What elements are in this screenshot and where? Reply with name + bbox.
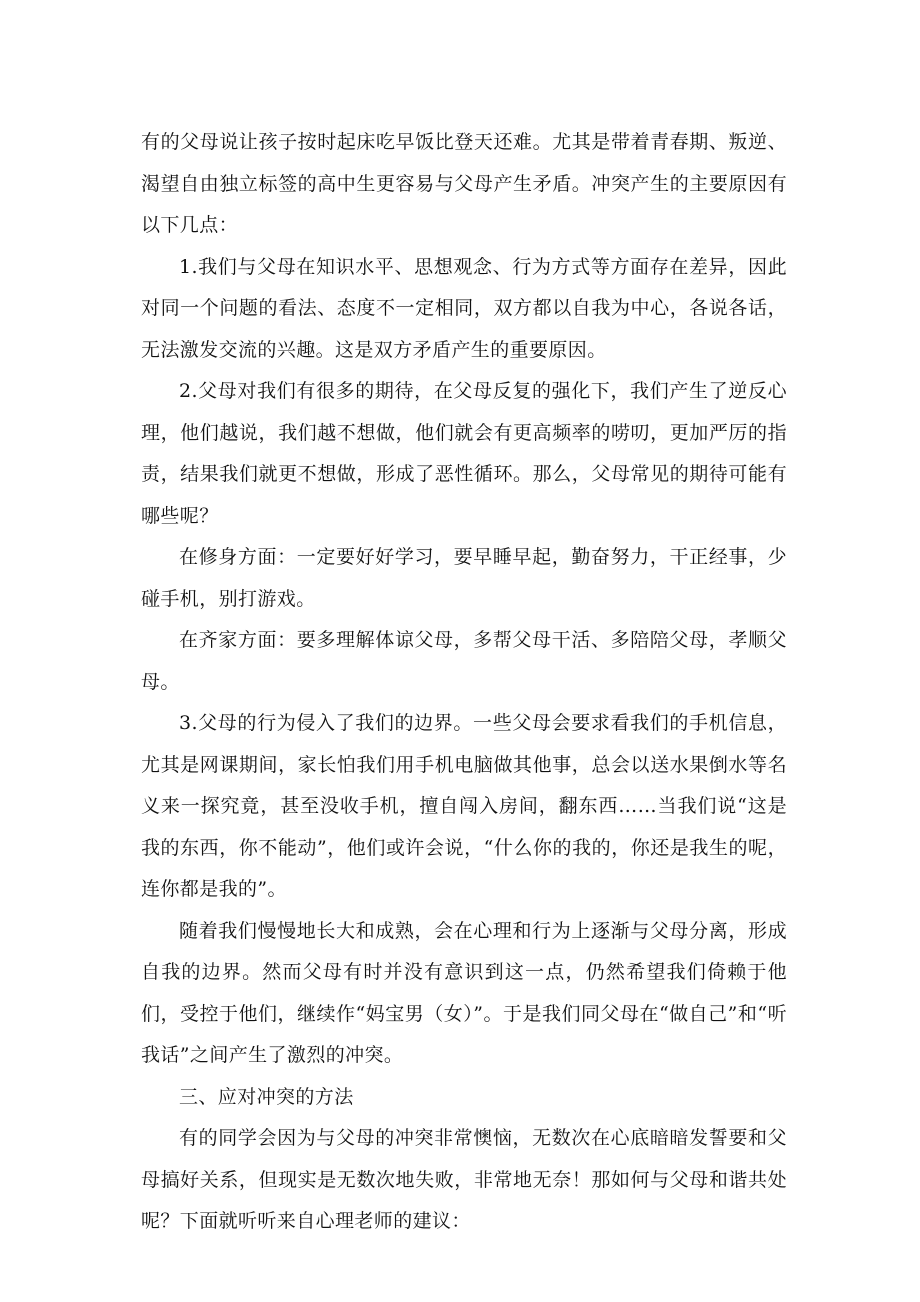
paragraph-family: 在齐家方面：要多理解体谅父母，多帮父母干活、多陪陪父母，孝顺父母。	[141, 629, 787, 693]
paragraph-advice-intro: 有的同学会因为与父母的冲突非常懊恼，无数次在心底暗暗发誓要和父母搞好关系，但现实是无数次地失败，非常地无奈！那如何与父母和谐共处呢？下面就听听来自心理老师的建议：	[141, 1127, 787, 1232]
paragraph-reason-3: 3.父母的行为侵入了我们的边界。一些父母会要求看我们的手机信息，尤其是网课期间，家长怕我们用手机电脑做其他事，总会以送水果倒水等名义来一探究竟，甚至没收手机，擅自闯入房间，翻东西……当我们说“这是我的东西，你不能动”，他们或许会说，“什么你的我的，你还是我生的呢，连你都是我的”。	[141, 712, 787, 900]
document-body	[141, 122, 787, 1243]
section-heading: 三、应对冲突的方法	[179, 1085, 354, 1108]
paragraph-boundary: 随着我们慢慢地长大和成熟，会在心理和行为上逐渐与父母分离，形成自我的边界。然而父母有时并没有意识到这一点，仍然希望我们倚赖于他们，受控于他们，继续作“妈宝男（女）”。于是我们同父母在“做自己”和“听我话”之间产生了激烈的冲突。	[141, 919, 787, 1066]
paragraph-reason-2: 2.父母对我们有很多的期待，在父母反复的强化下，我们产生了逆反心理，他们越说，我们越不想做，他们就会有更高频率的唠叨，更加严厉的指责，结果我们就更不想做，形成了恶性循环。那么，父母常见的期待可能有哪些呢？	[141, 380, 787, 527]
paragraph-reason-1: 1.我们与父母在知识水平、思想观念、行为方式等方面存在差异，因此对同一个问题的看法、态度不一定相同，双方都以自我为中心，各说各话，无法激发交流的兴趣。这是双方矛盾产生的重要原因。	[141, 255, 787, 361]
paragraph-self-cultivation: 在修身方面：一定要好好学习，要早睡早起，勤奋努力，干正经事，少碰手机，别打游戏。	[141, 546, 787, 610]
paragraph-intro: 有的父母说让孩子按时起床吃早饭比登天还难。尤其是带着青春期、叛逆、渴望自由独立标签的高中生更容易与父母产生矛盾。冲突产生的主要原因有以下几点：	[141, 131, 787, 236]
